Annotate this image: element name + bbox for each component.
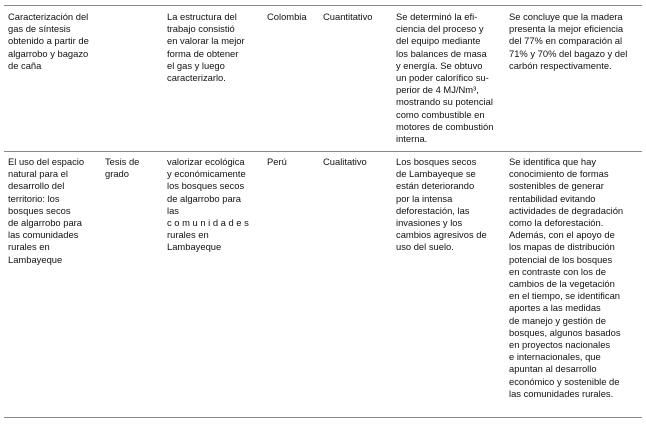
row-results: Se determinó la efi- ciencia del proceso y del equipo mediante los balances de masa y energía. Se obtuvo un poder calorífico su- perior de 4 MJ/Nm³, mostrando su potencial como combustible en motores de combustión interna. <box>396 11 494 145</box>
row-conclusions: Se concluye que la madera presenta la mejor eficiencia del 77% en comparación al 71% y 70% del bagazo y del carbón respectivamente. <box>509 11 628 71</box>
table-rule-middle <box>4 151 642 152</box>
row-approach: Cuantitativo <box>323 11 373 22</box>
row-approach: Cualitativo <box>323 156 367 167</box>
row-conclusions: Se identifica que hay conocimiento de formas sostenibles de generar rentabilidad evitando actividades de degradación como la deforestación. Además, con el apoyo de los mapas de distribución potencial de los bosques en contraste con los de cambios de la vegetación en el tiempo, se identifican aportes a las medidas de manejo y gestión de bosques, algunos basados en proyectos nacionales e internacionales, que apuntan al desarrollo económico y sostenible de las comunidades rurales. <box>509 156 624 399</box>
row-title: Caracterización del gas de síntesis obtenido a partir de algarrobo y bagazo de caña <box>8 11 89 71</box>
table-rule-bottom <box>4 417 642 418</box>
table-rule-top <box>4 5 642 6</box>
row-objective: La estructura del trabajo consistió en valorar la mejor forma de obtener el gas y luego caracterizarlo. <box>167 11 245 84</box>
row-country: Colombia <box>267 11 307 22</box>
row-type: Tesis de grado <box>105 156 140 180</box>
row-title: El uso del espacio natural para el desarrollo del territorio: los bosques secos de algarrobo para las comunidades rurales en Lambayeque <box>8 156 85 265</box>
row-objective: valorizar ecológica y económicamente los bosques secos de algarrobo para las c o m u n i d a d e s rurales en Lambayeque <box>167 156 249 253</box>
row-results: Los bosques secos de Lambayeque se están deteriorando por la intensa deforestación, las invasiones y los cambios agresivos de uso del suelo. <box>396 156 487 253</box>
row-country: Perú <box>267 156 287 167</box>
